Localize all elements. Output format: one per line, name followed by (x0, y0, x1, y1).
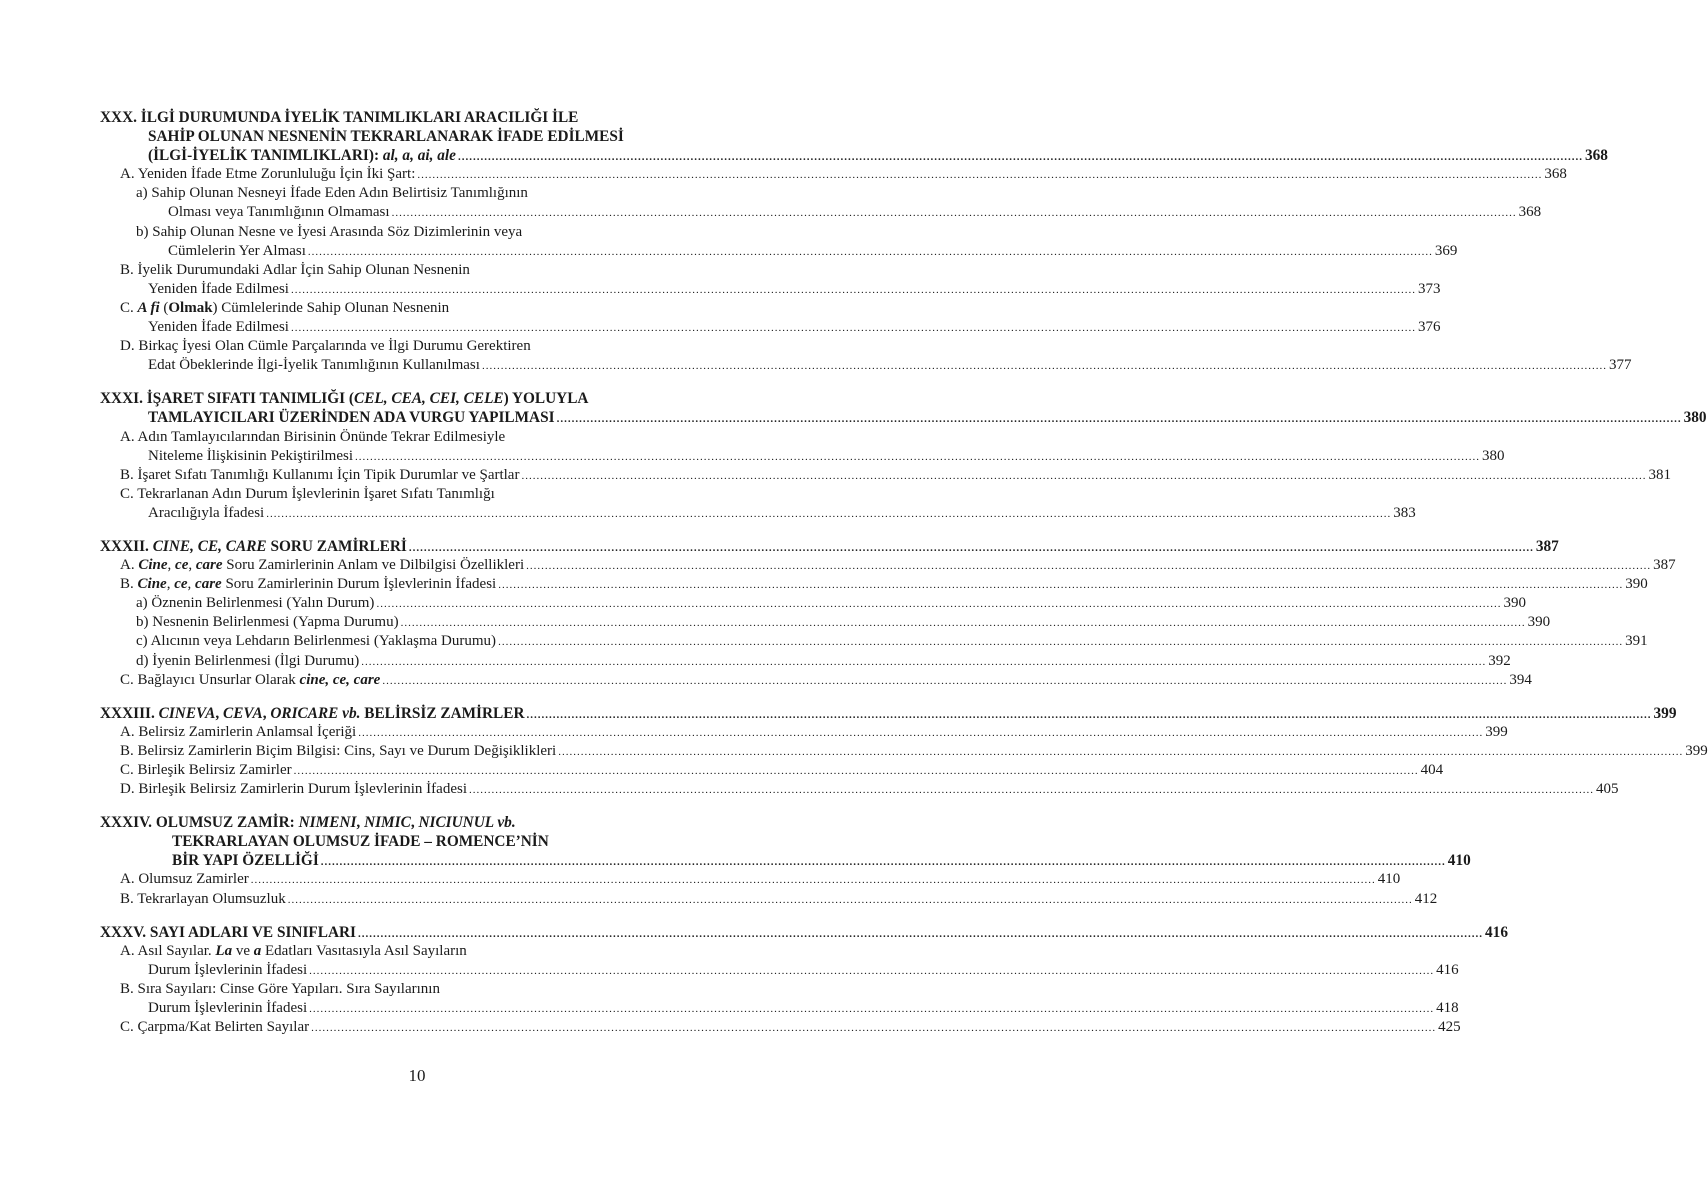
toc-page-number: 425 (1438, 1019, 1461, 1036)
toc-page-number: 405 (1596, 781, 1619, 798)
toc-page-number: 380 (1683, 409, 1707, 427)
toc-entry[interactable] (100, 961, 1459, 980)
dot-leader: ............................................................................................................................................................................................................................................................................................................ (391, 207, 1517, 220)
toc-entry[interactable] (100, 504, 1416, 523)
toc-entry[interactable] (100, 466, 1671, 485)
toc-page-number: 390 (1625, 576, 1648, 593)
title-run: Aracılığıyla İfadesi (148, 504, 265, 521)
title-run: CEL, CEA, CEI, CELE (354, 390, 504, 408)
toc-entry-title (120, 428, 505, 447)
title-run: La (215, 942, 233, 959)
toc-entry-title (168, 242, 306, 261)
title-run: Niteleme İlişkisinin Pekiştirilmesi (148, 447, 353, 464)
dot-leader: ............................................................................................................................................................................................................................................................................................................ (307, 245, 1433, 258)
toc-section (100, 108, 1632, 375)
title-run: C. Çarpma/Kat Belirten Sayılar (120, 1019, 310, 1036)
title-run: , (187, 576, 196, 593)
dot-leader: ............................................................................................................................................................................................................................................................................................................ (266, 507, 1392, 520)
title-run: B. İyelik Durumundaki Adlar İçin Sahip Olunan Nesnenin (120, 261, 470, 278)
title-run: XXXV. SAYI ADLARI VE SINIFLARI (100, 923, 357, 941)
dot-leader: ............................................................................................................................................................................................................................................................................................................ (457, 151, 1583, 164)
title-run: B. Tekrarlayan Olumsuzluk (120, 890, 286, 907)
toc-page-number: 390 (1503, 595, 1526, 612)
toc-entry[interactable] (100, 1018, 1461, 1037)
toc-entry-title (148, 999, 307, 1018)
title-run: CEVA (223, 704, 263, 722)
toc-chapter-heading (100, 813, 736, 832)
toc-entry[interactable] (100, 594, 1526, 613)
title-run: XXXII. (100, 537, 153, 555)
dot-leader: ............................................................................................................................................................................................................................................................................................................ (311, 1022, 1437, 1035)
dot-leader: ............................................................................................................................................................................................................................................................................................................ (556, 413, 1682, 426)
toc-page-number: 387 (1653, 557, 1676, 574)
dot-leader: ............................................................................................................................................................................................................................................................................................................ (293, 765, 1419, 777)
toc-entry[interactable] (100, 870, 1401, 889)
toc-chapter-heading[interactable] (100, 851, 1471, 870)
toc-page-number: 399 (1685, 742, 1708, 759)
title-run: , (188, 557, 196, 574)
toc-entry[interactable] (100, 575, 1648, 594)
dot-leader: ............................................................................................................................................................................................................................................................................................................ (526, 560, 1652, 573)
toc-entry-title (136, 632, 496, 651)
toc-entry-title (136, 184, 528, 203)
dot-leader: ............................................................................................................................................................................................................................................................................................................ (354, 450, 1480, 463)
title-run: b) Sahip Olunan Nesne ve İyesi Arasında Söz Dizimlerinin veya (136, 223, 523, 240)
title-run: Cine (138, 557, 168, 574)
title-run: CINE, CE, CARE (152, 537, 267, 555)
toc-section (100, 923, 1508, 1038)
toc-entry-title (100, 537, 407, 556)
title-run: Edat Öbeklerinde İlgi-İyelik Tanımlığının Kullanılması (148, 357, 480, 374)
toc-entry-title (168, 203, 390, 222)
title-run: Soru Zamirlerinin Durum İşlevlerinin İfadesi (221, 576, 497, 593)
title-run: , (166, 576, 175, 593)
title-run: Edatları Vasıtasıyla Asıl Sayıların (261, 942, 467, 959)
toc-page-number: 412 (1414, 890, 1438, 907)
title-run: TEKRARLAYAN OLUMSUZ İFADE – ROMENCE’NİN (172, 833, 549, 851)
dot-leader: ............................................................................................................................................................................................................................................................................................................ (376, 598, 1502, 611)
title-run: ( (159, 299, 169, 316)
toc-entry-title (120, 485, 495, 504)
title-run: , (167, 557, 176, 574)
toc-page-number: 368 (1518, 204, 1542, 221)
dot-leader: ............................................................................................................................................................................................................................................................................................................ (481, 360, 1607, 373)
toc-chapter-heading (100, 127, 736, 146)
title-run: D. Birleşik Belirsiz Zamirlerin Durum İşlevlerinin İfadesi (120, 781, 467, 798)
dot-leader: ............................................................................................................................................................................................................................................................................................................ (469, 784, 1594, 797)
title-run: Olmak (168, 299, 213, 316)
toc-entry[interactable] (100, 723, 1508, 742)
title-run: b) Nesnenin Belirlenmesi (Yapma Durumu) (136, 614, 399, 631)
title-run: ) Cümlelerinde Sahip Olunan Nesnenin (212, 299, 450, 316)
title-run: (İLGİ-İYELİK TANIMLIKLARI): (148, 147, 383, 165)
title-run: B. (120, 576, 138, 593)
toc-entry[interactable] (100, 890, 1438, 909)
toc-page-number: 368 (1544, 166, 1567, 183)
title-run: d) İyenin Belirlenmesi (İlgi Durumu) (136, 652, 360, 669)
dot-leader: ............................................................................................................................................................................................................................................................................................................ (287, 893, 1413, 906)
toc-page-number: 399 (1653, 704, 1677, 722)
dot-leader: ............................................................................................................................................................................................................................................................................................................ (290, 322, 1416, 335)
toc-chapter-heading[interactable] (100, 146, 1608, 165)
toc-entry-title (148, 408, 555, 427)
title-run: A. Asıl Sayılar. (120, 942, 216, 959)
toc-page-number: 391 (1625, 633, 1648, 650)
toc-entry[interactable] (100, 742, 1708, 761)
toc-entry[interactable] (100, 318, 1441, 337)
title-run: Yeniden İfade Edilmesi (148, 319, 289, 336)
title-run: al, a, ai, ale (382, 147, 456, 165)
toc-entry-title (136, 652, 359, 671)
toc-entry-title (148, 146, 456, 165)
toc-chapter-heading[interactable] (100, 537, 1559, 556)
title-run: a) Öznenin Belirlenmesi (Yalın Durum) (136, 595, 375, 612)
title-run: a (253, 942, 262, 959)
toc-entry-title (120, 575, 496, 594)
toc-entry[interactable] (100, 613, 1551, 632)
toc-entry-title (100, 389, 588, 408)
title-run: care (195, 557, 223, 574)
title-run: , (262, 704, 271, 722)
dot-leader: ............................................................................................................................................................................................................................................................................................................ (309, 1003, 1435, 1016)
toc-entry[interactable] (100, 556, 1676, 575)
title-run: TAMLAYICILARI ÜZERİNDEN ADA VURGU YAPILMASI (148, 409, 555, 427)
toc-entry (100, 942, 736, 961)
title-run: XXX. İLGİ DURUMUNDA İYELİK TANIMLIKLARI ARACILIĞI İLE (100, 109, 579, 126)
toc-entry[interactable] (100, 242, 1458, 261)
toc-entry-title (120, 980, 440, 999)
title-run: Cümlelerin Yer Alması (168, 242, 306, 259)
title-run: cine, ce, care (299, 671, 381, 688)
toc-entry-title (120, 870, 249, 889)
toc-entry-title (120, 337, 531, 356)
toc-page-number: 368 (1584, 147, 1608, 165)
toc-chapter-heading[interactable] (100, 923, 1508, 942)
toc-entry (100, 980, 736, 999)
toc-entry-title (120, 723, 356, 742)
dot-leader: ............................................................................................................................................................................................................................................................................................................ (526, 708, 1652, 721)
toc-entry-title (172, 851, 319, 870)
toc-page-number: 394 (1509, 671, 1532, 688)
toc-page-number: 383 (1393, 504, 1416, 521)
toc-entry (100, 184, 736, 203)
toc-entry-title (148, 127, 624, 146)
title-run: C. Bağlayıcı Unsurlar Olarak (120, 671, 300, 688)
toc-page-number: 392 (1488, 652, 1511, 669)
toc-entry-title (120, 780, 467, 799)
dot-leader: ............................................................................................................................................................................................................................................................................................................ (382, 674, 1508, 687)
title-run: , (410, 814, 419, 832)
toc-entry-title (120, 261, 470, 280)
toc-entry[interactable] (100, 780, 1619, 799)
toc-page-number: 410 (1447, 852, 1471, 870)
toc-page-number: 380 (1481, 447, 1505, 464)
toc-page-number: 390 (1527, 614, 1551, 631)
title-run: B. İşaret Sıfatı Tanımlığı Kullanımı İçin Tipik Durumlar ve Şartlar (120, 466, 520, 483)
dot-leader: ............................................................................................................................................................................................................................................................................................................ (408, 541, 1534, 554)
title-run: Durum İşlevlerinin İfadesi (148, 1000, 308, 1017)
title-run: C. Tekrarlanan Adın Durum İşlevlerinin İşaret Sıfatı Tanımlığı (120, 485, 495, 502)
toc-entry-title (148, 447, 353, 466)
toc-entry-title (120, 1018, 309, 1037)
dot-leader: ............................................................................................................................................................................................................................................................................................................ (320, 856, 1446, 869)
toc-entry-title (148, 280, 289, 299)
title-run: ) YOLUYLA (503, 390, 589, 408)
title-run: NIMIC (364, 814, 411, 832)
toc-entry[interactable] (100, 280, 1441, 299)
toc-entry[interactable] (100, 632, 1648, 651)
title-run: , (215, 704, 223, 722)
title-run: Olması veya Tanımlığının Olmaması (168, 204, 390, 221)
toc-chapter-heading (100, 108, 736, 127)
title-run: XXXIII. (100, 704, 159, 722)
dot-leader: ............................................................................................................................................................................................................................................................................................................ (361, 655, 1487, 668)
toc-entry-title (172, 832, 549, 851)
toc-entry[interactable] (100, 671, 1532, 690)
title-run: care (195, 576, 222, 593)
dot-leader: ............................................................................................................................................................................................................................................................................................................ (309, 964, 1435, 977)
toc-entry-title (120, 671, 380, 690)
toc-entry[interactable] (100, 761, 1444, 780)
toc-entry-title (100, 704, 525, 723)
title-run: A. Belirsiz Zamirlerin Anlamsal İçeriği (120, 723, 357, 740)
toc-page-number: 418 (1436, 1000, 1459, 1017)
toc-entry-title (120, 556, 524, 575)
title-run: Cine (137, 576, 167, 593)
toc-entry-title (148, 356, 480, 375)
dot-leader: ............................................................................................................................................................................................................................................................................................................ (290, 283, 1416, 296)
toc-entry-title (120, 742, 556, 761)
toc-page-number: 416 (1436, 961, 1459, 978)
dot-leader: ............................................................................................................................................................................................................................................................................................................ (358, 927, 1484, 940)
title-run: Yeniden İfade Edilmesi (148, 280, 289, 297)
toc-page-number: 376 (1417, 319, 1441, 336)
title-run: c) Alıcının veya Lehdarın Belirlenmesi (Yaklaşma Durumu) (136, 633, 497, 650)
toc-entry (100, 223, 736, 242)
toc-entry (100, 337, 736, 356)
toc-page-number: 381 (1648, 466, 1671, 483)
toc-entry-title (136, 223, 522, 242)
toc-page-number: 404 (1420, 762, 1444, 778)
toc-chapter-heading[interactable] (100, 408, 1707, 427)
title-run: Soru Zamirlerinin Anlam ve Dilbilgisi Özellikleri (222, 557, 525, 574)
title-run: D. Birkaç İyesi Olan Cümle Parçalarında ve İlgi Durumu Gerektiren (120, 338, 531, 355)
toc-page-number: 416 (1485, 923, 1508, 941)
title-run: SORU ZAMİRLERİ (266, 537, 407, 555)
toc-entry-title (100, 923, 356, 942)
title-run: XXXIV. OLUMSUZ ZAMİR: (100, 814, 299, 832)
title-run: CINEVA (158, 704, 216, 722)
toc-entry-title (120, 299, 449, 318)
toc-page-number: 399 (1485, 723, 1508, 740)
toc-page-number: 369 (1434, 242, 1458, 259)
title-run: ce (174, 576, 188, 593)
toc-section (100, 813, 1471, 908)
toc-chapter-heading[interactable] (100, 704, 1677, 723)
toc-entry-title (120, 761, 292, 780)
toc-entry (100, 485, 736, 504)
title-run: a) Sahip Olunan Nesneyi İfade Eden Adın Belirtisiz Tanımlığının (136, 185, 528, 202)
toc-section (100, 537, 1676, 690)
dot-leader: ............................................................................................................................................................................................................................................................................................................ (521, 469, 1647, 482)
title-run: ORICARE vb. (270, 704, 361, 722)
table-of-contents (100, 108, 1708, 1051)
dot-leader: ............................................................................................................................................................................................................................................................................................................ (498, 579, 1624, 592)
title-run: B. Belirsiz Zamirlerin Biçim Bilgisi: Cins, Sayı ve Durum Değişiklikleri (120, 742, 557, 759)
title-run: C. (120, 299, 138, 316)
title-run: XXXI. İŞARET SIFATI TANIMLIĞI ( (100, 390, 355, 408)
toc-entry (100, 261, 736, 280)
toc-section (100, 704, 1708, 799)
title-run: A. Yeniden İfade Etme Zorunluluğu İçin İki Şart: (120, 166, 416, 183)
title-run: C. Birleşik Belirsiz Zamirler (120, 762, 292, 778)
dot-leader: ............................................................................................................................................................................................................................................................................................................ (358, 726, 1484, 739)
toc-chapter-heading (100, 389, 736, 408)
toc-entry-title (100, 813, 516, 832)
toc-entry[interactable] (100, 999, 1459, 1018)
toc-entry[interactable] (100, 356, 1632, 375)
dot-leader: ............................................................................................................................................................................................................................................................................................................ (417, 169, 1543, 182)
toc-entry-title (120, 890, 286, 909)
toc-chapter-heading (100, 832, 736, 851)
toc-page-number: 410 (1377, 871, 1401, 888)
toc-entry-title (136, 594, 374, 613)
toc-entry (100, 428, 736, 447)
title-run: NICIUNUL vb. (418, 814, 516, 832)
title-run: A. Olumsuz Zamirler (120, 871, 249, 888)
page-number: 10 (408, 1066, 426, 1085)
toc-entry[interactable] (100, 652, 1511, 671)
title-run: SAHİP OLUNAN NESNENİN TEKRARLANARAK İFADE EDİLMESİ (148, 128, 624, 146)
dot-leader: ............................................................................................................................................................................................................................................................................................................ (250, 874, 1376, 887)
title-run: A. Adın Tamlayıcılarından Birisinin Önünde Tekrar Edilmesiyle (120, 428, 506, 445)
toc-entry-title (120, 942, 467, 961)
title-run: B. Sıra Sayıları: Cinse Göre Yapıları. Sıra Sayılarının (120, 980, 440, 997)
title-run: A fi (137, 299, 160, 316)
dot-leader: ............................................................................................................................................................................................................................................................................................................ (400, 617, 1526, 630)
toc-section (100, 389, 1707, 523)
title-run: A. (120, 557, 139, 574)
toc-entry[interactable] (100, 203, 1542, 222)
title-run: ve (232, 942, 254, 959)
title-run: ce (175, 557, 189, 574)
title-run: BİR YAPI ÖZELLİĞİ (172, 852, 319, 870)
toc-entry-title (100, 108, 578, 127)
dot-leader: ............................................................................................................................................................................................................................................................................................................ (498, 636, 1624, 649)
toc-entry-title (148, 961, 307, 980)
title-run: BELİRSİZ ZAMİRLER (360, 704, 525, 722)
toc-page-number: 373 (1417, 280, 1441, 297)
title-run: Durum İşlevlerinin İfadesi (148, 961, 308, 978)
title-run: , (356, 814, 365, 832)
dot-leader: ............................................................................................................................................................................................................................................................................................................ (558, 745, 1684, 758)
title-run: NIMENI (298, 814, 357, 832)
toc-entry-title (148, 318, 289, 337)
toc-entry-title (120, 466, 519, 485)
toc-entry-title (120, 165, 415, 184)
toc-entry (100, 299, 736, 318)
toc-page-number: 377 (1608, 357, 1632, 374)
toc-page-number: 387 (1535, 537, 1559, 555)
toc-entry-title (136, 613, 399, 632)
toc-entry[interactable] (100, 165, 1567, 184)
toc-entry[interactable] (100, 447, 1505, 466)
toc-entry-title (148, 504, 264, 523)
